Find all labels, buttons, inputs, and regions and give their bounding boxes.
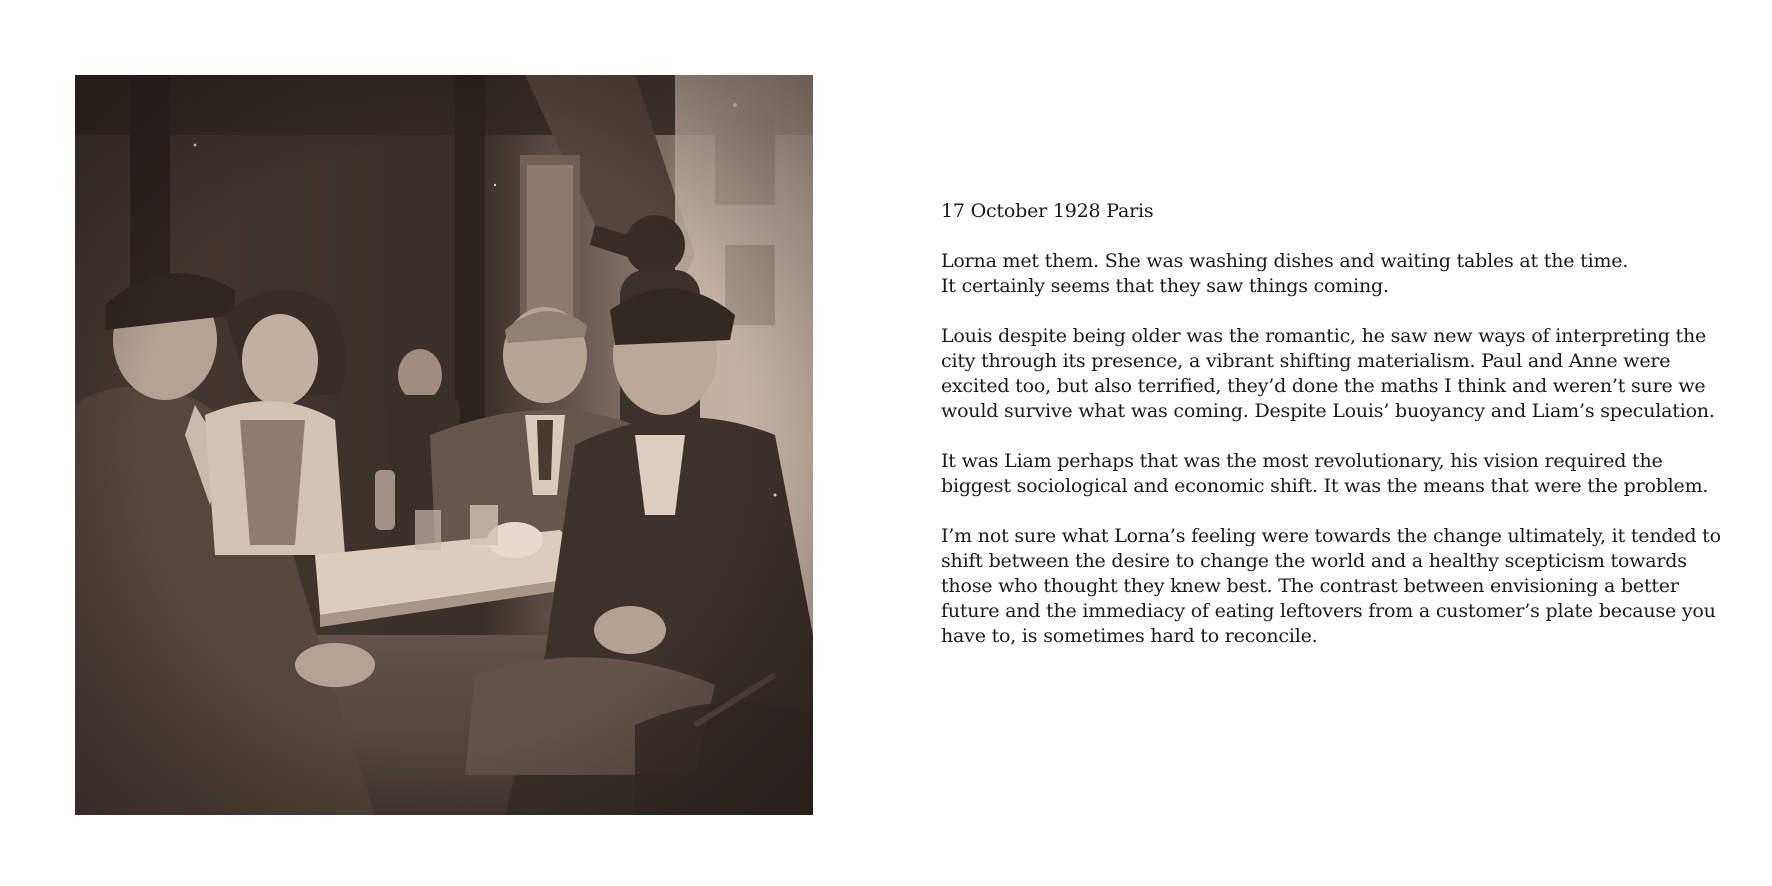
entry-paragraph-2: Louis despite being older was the romantic, he saw new ways of interpreting the city through its presence, a vibrant shifting materialism. Paul and Anne were excited too, but also terrified, they’d done the maths I think and weren’t sure we would survive what was coming. Despite Louis’ buoyancy and Liam’s speculation.: [941, 325, 1715, 422]
sepia-cafe-scene: [75, 75, 813, 815]
entry-paragraph-1: Lorna met them. She was washing dishes and waiting tables at the time. It certainly seems that they saw things coming.: [941, 250, 1629, 297]
entry-paragraph-3: It was Liam perhaps that was the most revolutionary, his vision required the biggest sociological and economic shift. It was the means that were the problem.: [941, 450, 1709, 497]
entry-date: 17 October 1928 Paris: [941, 200, 1154, 222]
cafe-photograph: [75, 75, 813, 815]
journal-entry: [941, 199, 1721, 674]
entry-paragraph-4: I’m not sure what Lorna’s feeling were towards the change ultimately, it tended to shift between the desire to change the world and a healthy scepticism towards those who thought they knew best. The contrast between envisioning a better future and the immediacy of eating leftovers from a customer’s plate because you have to, is sometimes hard to reconcile.: [941, 525, 1721, 647]
